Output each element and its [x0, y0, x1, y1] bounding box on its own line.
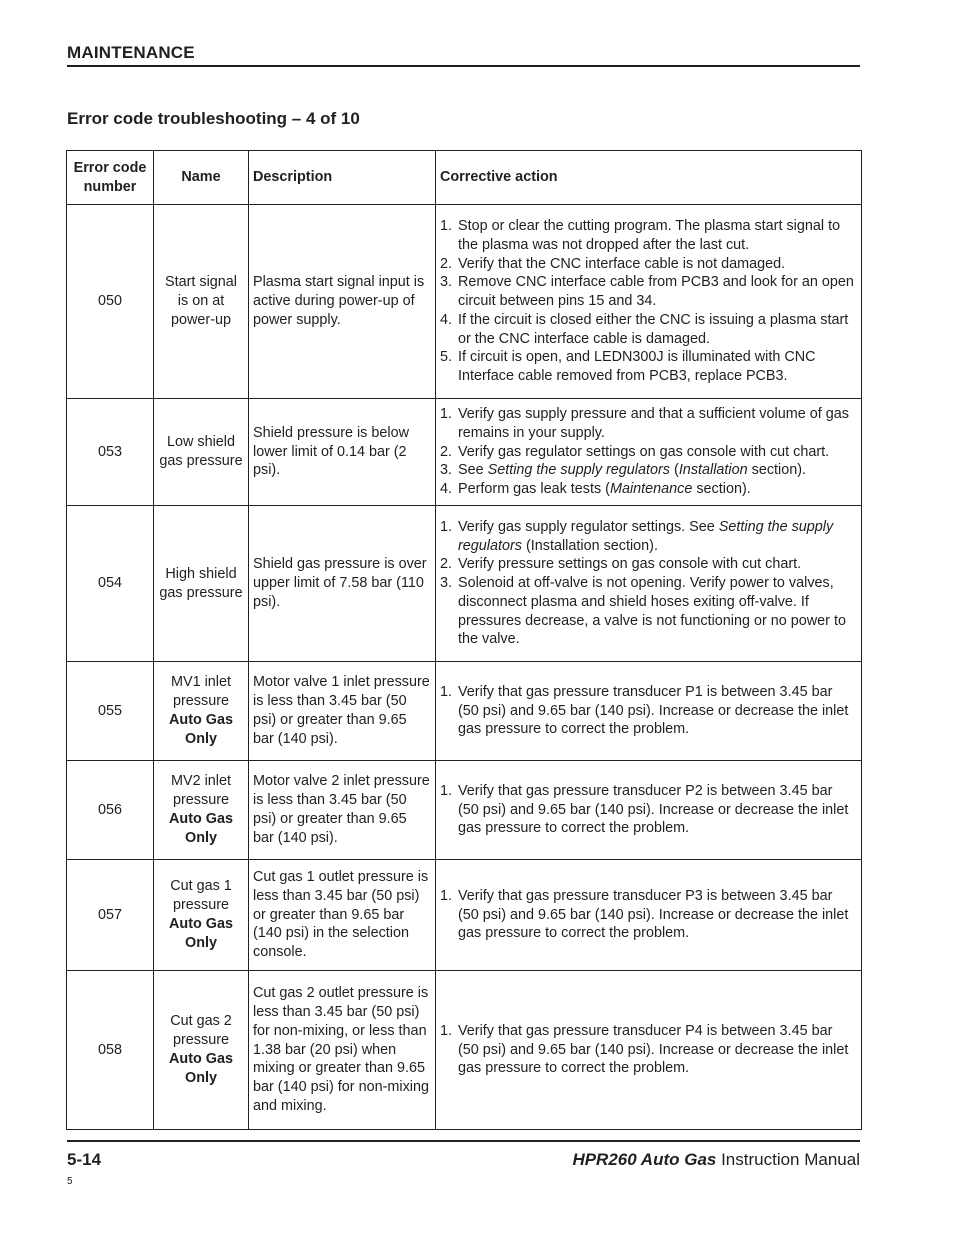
error-name-line: MV2 inlet [171, 773, 231, 790]
section-number: 5 [67, 1176, 73, 1187]
description-cell: Cut gas 2 outlet pressure is less than 3.45 bar (50 psi) for non-mixing, or less than 1.38 bar (20 psi) when mixing or greater than 9.65 bar (140 psi) for non-mixing and mixing. [249, 971, 436, 1130]
step-text: Verify gas regulator settings on gas console with cut chart. [458, 443, 830, 460]
corrective-action-cell [436, 662, 862, 761]
error-name-cell [154, 205, 249, 399]
manual-title [572, 1150, 860, 1170]
error-name-line: pressure [173, 792, 229, 809]
auto-gas-only-note: Auto Gas [169, 811, 233, 827]
table-row [67, 971, 862, 1130]
auto-gas-only-note: Only [185, 829, 217, 846]
footer-rule [67, 1140, 860, 1142]
corrective-action-step [440, 405, 857, 443]
corrective-action-step [440, 480, 857, 499]
corrective-action-step [440, 443, 857, 462]
error-name-cell [154, 860, 249, 971]
corrective-action-step [440, 782, 857, 838]
error-name-line: High shield [165, 565, 237, 582]
step-text: section). [692, 481, 751, 498]
error-name-line: pressure [173, 693, 229, 710]
error-code-table [66, 150, 862, 1130]
error-code-cell: 055 [67, 662, 154, 761]
page-title: Error code troubleshooting – 4 of 10 [67, 109, 360, 128]
table-row [67, 860, 862, 971]
step-text: Remove CNC interface cable from PCB3 and look for an open circuit between pins 15 and 34. [458, 274, 854, 310]
step-text: Verify gas supply pressure and that a sufficient volume of gas remains in your supply. [458, 406, 849, 441]
table-row [67, 205, 862, 399]
error-code-cell: 050 [67, 205, 154, 399]
corrective-action-list [440, 405, 857, 499]
description-cell: Plasma start signal input is active during power-up of power supply. [249, 205, 436, 399]
cross-reference-text: Setting the supply regulators [487, 462, 671, 479]
step-text: If the circuit is closed either the CNC is issuing a plasma start or the CNC interface cable is damaged. [458, 311, 849, 347]
description-cell: Shield pressure is below lower limit of 0.14 bar (2 psi). [249, 399, 436, 506]
corrective-action-step [440, 574, 857, 649]
corrective-action-step [440, 555, 857, 574]
corrective-action-cell [436, 205, 862, 399]
corrective-action-list [440, 217, 857, 386]
step-text: See [458, 462, 488, 479]
table-row [67, 761, 862, 860]
step-text: Solenoid at off-valve is not opening. Verify power to valves, disconnect plasma and shield hoses exiting off-valve. If pressures decrease, a valve is not functioning or no power to the valve. [458, 575, 846, 648]
step-number: 1. [440, 217, 453, 234]
error-name-cell [154, 662, 249, 761]
step-number: 1. [440, 406, 453, 422]
column-header-description: Description [249, 151, 436, 205]
error-code-cell: 056 [67, 761, 154, 860]
corrective-action-step [440, 311, 857, 349]
error-name-line: gas pressure [159, 584, 243, 601]
corrective-action-cell [436, 506, 862, 662]
corrective-action-list [440, 1022, 857, 1078]
step-text: Verify that gas pressure transducer P2 is between 3.45 bar (50 psi) and 9.65 bar (140 psi). Increase or decrease the inlet gas pressure to correct the problem. [458, 782, 849, 837]
manual-suffix: Instruction Manual [716, 1150, 860, 1169]
table-body [67, 205, 862, 1130]
step-number: 2. [440, 556, 453, 573]
corrective-action-step [440, 273, 857, 311]
column-header-name: Name [154, 151, 249, 205]
step-number: 3. [440, 274, 453, 291]
step-number: 3. [440, 462, 453, 479]
description-cell: Shield gas pressure is over upper limit of 7.58 bar (110 psi). [249, 506, 436, 662]
step-number: 1. [440, 887, 453, 904]
error-name-cell [154, 761, 249, 860]
step-text: Verify that gas pressure transducer P1 is between 3.45 bar (50 psi) and 9.65 bar (140 psi). Increase or decrease the inlet gas pressure to correct the problem. [458, 683, 849, 738]
error-name-line: pressure [173, 1032, 229, 1049]
error-name-line: gas pressure [159, 453, 243, 469]
auto-gas-only-note: Auto Gas [169, 916, 233, 932]
corrective-action-step [440, 461, 857, 480]
step-text: Verify that gas pressure transducer P4 is between 3.45 bar (50 psi) and 9.65 bar (140 psi). Increase or decrease the inlet gas pressure to correct the problem. [458, 1022, 849, 1077]
step-text: Verify that the CNC interface cable is not damaged. [458, 255, 786, 272]
error-code-cell: 054 [67, 506, 154, 662]
description-cell: Motor valve 2 inlet pressure is less than 3.45 bar (50 psi) or greater than 9.65 bar (140 psi). [249, 761, 436, 860]
table-row [67, 506, 862, 662]
table-row [67, 662, 862, 761]
corrective-action-cell [436, 860, 862, 971]
error-name-line: pressure [173, 897, 229, 914]
section-header: MAINTENANCE [67, 43, 860, 67]
step-text: (Installation section). [522, 537, 658, 554]
step-number: 2. [440, 255, 453, 272]
step-number: 3. [440, 575, 453, 592]
error-name-line: MV1 inlet [171, 674, 231, 691]
error-name-line: Cut gas 2 [170, 1013, 232, 1030]
corrective-action-step [440, 255, 857, 274]
corrective-action-step [440, 348, 857, 386]
auto-gas-only-note: Auto Gas [169, 712, 233, 728]
step-text: ( [670, 462, 679, 479]
step-number: 5. [440, 349, 453, 366]
corrective-action-list [440, 518, 857, 650]
step-number: 1. [440, 518, 453, 535]
column-header-error-code: Error code number [67, 151, 154, 205]
error-name-line: power-up [171, 311, 231, 328]
corrective-action-list [440, 683, 857, 739]
corrective-action-cell [436, 399, 862, 506]
corrective-action-cell [436, 971, 862, 1130]
column-header-corrective-action: Corrective action [436, 151, 862, 205]
description-cell: Motor valve 1 inlet pressure is less than 3.45 bar (50 psi) or greater than 9.65 bar (140 psi). [249, 662, 436, 761]
step-number: 1. [440, 1022, 453, 1039]
corrective-action-list [440, 782, 857, 838]
step-number: 1. [440, 683, 453, 700]
auto-gas-only-note: Only [185, 1069, 217, 1086]
corrective-action-cell [436, 761, 862, 860]
step-text: section). [747, 462, 807, 479]
cross-reference-text: Setting the supply regulators [458, 518, 834, 554]
step-text: Stop or clear the cutting program. The plasma start signal to the plasma was not dropped after the last cut. [458, 217, 841, 253]
corrective-action-list [440, 887, 857, 943]
table-row [67, 399, 862, 506]
corrective-action-step [440, 1022, 857, 1078]
error-name-line: Low shield [167, 434, 235, 451]
error-name-cell [154, 506, 249, 662]
description-cell: Cut gas 1 outlet pressure is less than 3.45 bar (50 psi) or greater than 9.65 bar (140 psi) in the selection console. [249, 860, 436, 971]
step-number: 1. [440, 782, 453, 799]
step-number: 2. [440, 443, 453, 460]
error-name-line: is on at [177, 293, 225, 310]
step-number: 4. [440, 311, 453, 328]
error-name-cell [154, 971, 249, 1130]
step-text: Verify pressure settings on gas console with cut chart. [458, 556, 802, 573]
cross-reference-text: Maintenance [609, 481, 693, 498]
corrective-action-step [440, 518, 857, 556]
error-name-line: Cut gas 1 [170, 878, 232, 895]
step-text: Verify gas supply regulator settings. See [458, 518, 719, 535]
product-name: HPR260 Auto Gas [572, 1150, 717, 1169]
auto-gas-only-note: Auto Gas [169, 1051, 233, 1067]
auto-gas-only-note: Only [185, 730, 217, 747]
page-number: 5-14 [67, 1150, 102, 1169]
auto-gas-only-note: Only [185, 934, 217, 951]
step-text: Perform gas leak tests ( [458, 481, 610, 498]
error-name-cell [154, 399, 249, 506]
step-number: 4. [440, 481, 453, 498]
error-name-line: Start signal [165, 274, 237, 291]
table-header-row [67, 151, 862, 205]
error-code-cell: 057 [67, 860, 154, 971]
error-code-cell: 053 [67, 399, 154, 506]
step-text: If circuit is open, and LEDN300J is illuminated with CNC Interface cable removed from PCB3, replace PCB3. [458, 349, 816, 385]
corrective-action-step [440, 683, 857, 739]
error-code-cell: 058 [67, 971, 154, 1130]
step-text: Verify that gas pressure transducer P3 is between 3.45 bar (50 psi) and 9.65 bar (140 psi). Increase or decrease the inlet gas pressure to correct the problem. [458, 887, 849, 942]
corrective-action-step [440, 217, 857, 255]
corrective-action-step [440, 887, 857, 943]
cross-reference-text: Installation [678, 462, 748, 479]
